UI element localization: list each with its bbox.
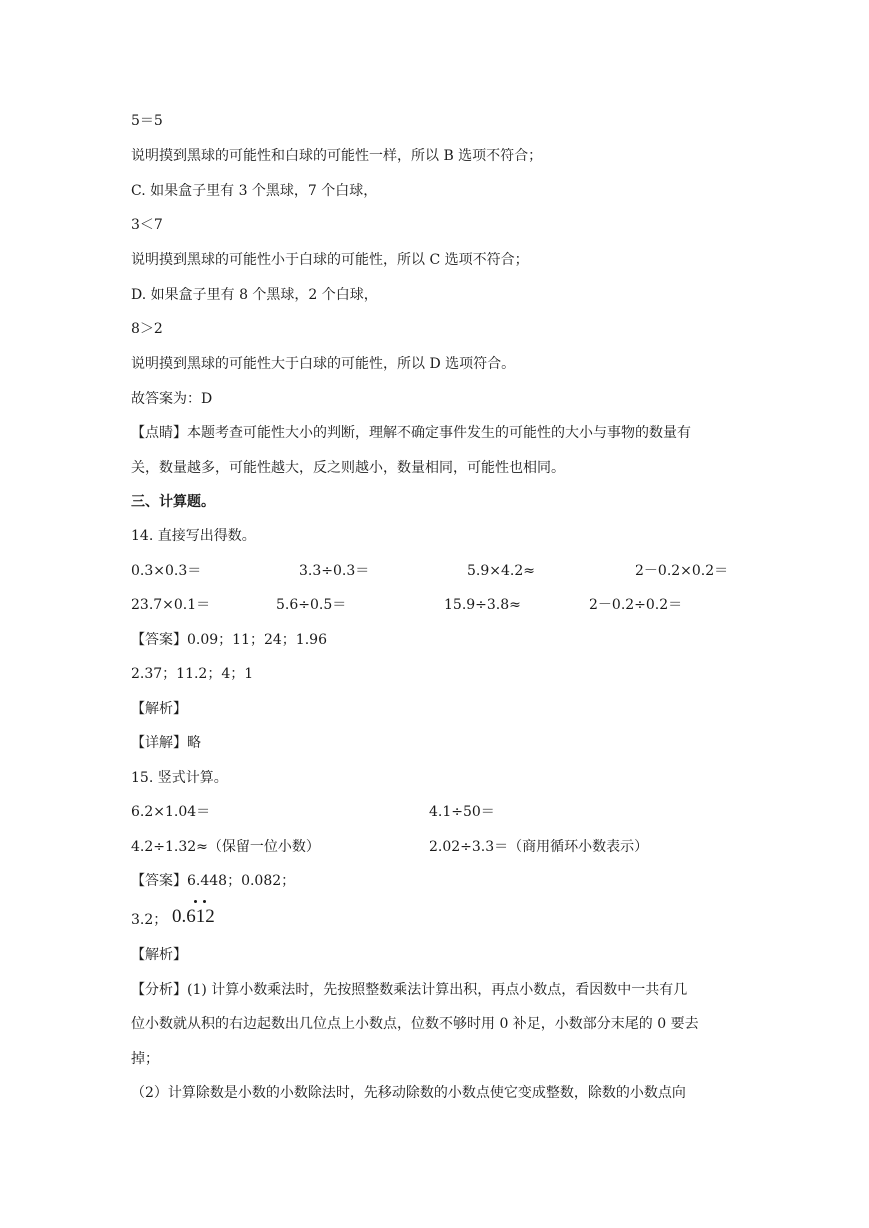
text-line: 5＝5 — [131, 113, 163, 129]
text-line: 说明摸到黑球的可能性小于白球的可能性，所以 C 选项不符合； — [131, 252, 529, 268]
text-line: 8＞2 — [131, 321, 163, 337]
remark-line: 关，数量越多，可能性越大，反之则越小，数量相同，可能性也相同。 — [131, 460, 565, 476]
repeat-dot — [194, 900, 197, 903]
analysis-line: 位小数就从积的右边起数出几位点上小数点，位数不够时用 0 补足，小数部分末尾的 0 要去 — [131, 1016, 699, 1032]
expression: 2.02÷3.3＝（商用循环小数表示） — [429, 839, 649, 855]
expression: 4.2÷1.32≈（保留一位小数） — [131, 839, 320, 855]
answer-line: 故答案为：D — [131, 391, 213, 407]
text-line: 3＜7 — [131, 217, 163, 233]
text-line: 说明摸到黑球的可能性和白球的可能性一样，所以 B 选项不符合； — [131, 148, 543, 164]
expression: 2－0.2×0.2＝ — [635, 563, 729, 579]
expression: 4.1÷50＝ — [429, 804, 495, 820]
analysis-label: 【解析】 — [131, 701, 187, 717]
repeating-decimal — [172, 900, 232, 930]
repeating-decimal-value: 0.612 — [172, 906, 215, 927]
question-14-title: 14. 直接写出得数。 — [131, 528, 256, 544]
repeat-dot — [203, 900, 206, 903]
section-heading: 三、计算题。 — [131, 494, 215, 510]
detail-line: 【详解】略 — [131, 735, 201, 751]
answer-line: 3.2； — [131, 912, 168, 928]
analysis-line: 掉； — [131, 1051, 159, 1067]
remark-line: 【点睛】本题考查可能性大小的判断，理解不确定事件发生的可能性的大小与事物的数量有 — [131, 425, 691, 441]
expression: 6.2×1.04＝ — [131, 804, 211, 820]
expression: 23.7×0.1＝ — [131, 597, 211, 613]
analysis-line: （2）计算除数是小数的小数除法时，先移动除数的小数点使它变成整数，除数的小数点向 — [131, 1085, 686, 1101]
text-line: 说明摸到黑球的可能性大于白球的可能性，所以 D 选项符合。 — [131, 356, 516, 372]
expression: 0.3×0.3＝ — [131, 563, 202, 579]
question-15-title: 15. 竖式计算。 — [131, 770, 228, 786]
analysis-line: 【分析】(1) 计算小数乘法时，先按照整数乘法计算出积，再点小数点，看因数中一共有几 — [131, 982, 688, 998]
expression: 5.6÷0.5＝ — [276, 597, 347, 613]
analysis-label: 【解析】 — [131, 947, 187, 963]
answer-line: 【答案】0.09；11；24；1.96 — [131, 632, 327, 648]
expression: 2－0.2÷0.2＝ — [589, 597, 683, 613]
expression: 5.9×4.2≈ — [467, 563, 535, 579]
answer-line: 【答案】6.448；0.082； — [131, 873, 296, 889]
text-line: D. 如果盒子里有 8 个黑球，2 个白球， — [131, 287, 378, 303]
expression: 15.9÷3.8≈ — [444, 597, 521, 613]
answer-line: 2.37；11.2；4；1 — [131, 666, 254, 682]
text-line: C. 如果盒子里有 3 个黑球，7 个白球， — [131, 183, 378, 199]
expression: 3.3÷0.3＝ — [299, 563, 370, 579]
